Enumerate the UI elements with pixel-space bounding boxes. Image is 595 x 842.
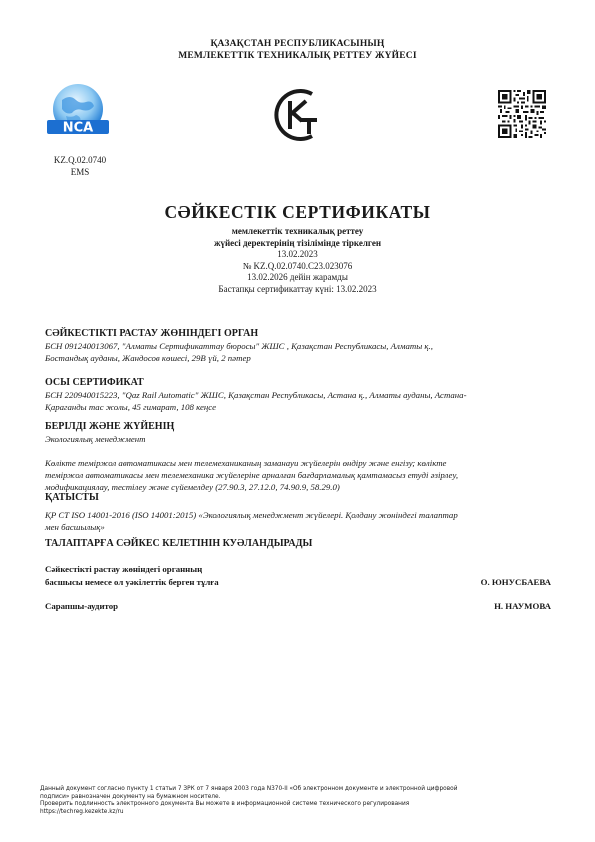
standard-line: мен басшылық» xyxy=(45,522,105,532)
qr-code-icon xyxy=(498,90,546,138)
management-system-name: Экологиялық менеджмент xyxy=(45,434,146,444)
kz-conformity-mark-icon xyxy=(268,84,330,146)
section-issued xyxy=(45,420,553,493)
signature-head-line-1: Сәйкестікті растау жөніндегі органның xyxy=(45,564,203,574)
registration-system: EMS xyxy=(70,167,90,177)
section-text-line: Қараганды тас жолы, 45 гимарат, 108 кеңсе xyxy=(45,402,216,412)
signature-head-row xyxy=(45,576,551,589)
certificate-registered-date: 13.02.2023 xyxy=(277,249,318,259)
signature-auditor-label: Сарапшы-аудитор xyxy=(45,601,119,611)
section-compliance xyxy=(45,537,553,550)
section-text-line: БСН 220940015223, "Qaz Rail Automatic" ЖШС, Қазақстан Республикасы, Астана қ., Алматы ауданы, Астана- xyxy=(45,390,467,400)
certificate-number: № KZ.Q.02.0740.С23.023076 xyxy=(242,260,353,271)
certificate-title: СӘЙКЕСТІК СЕРТИФИКАТЫ xyxy=(164,202,431,222)
signature-head-name: О. ЮНУСБАЕВА xyxy=(480,577,551,587)
section-title: БЕРІЛДІ ЖӘНЕ ЖҮЙЕНІҢ xyxy=(45,421,175,432)
scope-line: Көлікте теміржол автоматикасы мен телемеханиканың заманауи жүйелерін өндіру және енгізу; көлікте xyxy=(45,458,447,468)
section-relation xyxy=(45,491,553,533)
footer-line: Данный документ согласно пункту 1 статьи 7 ЗРК от 7 января 2003 года N370-II «Об электронном документе и электронной цифровой xyxy=(40,786,458,792)
footer-line: Проверить подлинность электронного документа Вы можете в информационной системе технического регулирования xyxy=(40,801,410,808)
registration-code: KZ.Q.02.0740 xyxy=(53,155,107,165)
signature-head-line-2: басшысы немесе ол уәкілеттік берген тұлға xyxy=(45,577,219,587)
scope-line: модификациялау, тестілеу және сүйемелдеу (27.90.3, 27.12.0, 74.90.9, 58.29.0) xyxy=(45,482,340,492)
section-certificate-holder xyxy=(45,376,553,413)
certificate-info xyxy=(0,226,595,295)
header-line-1: ҚАЗАҚСТАН РЕСПУБЛИКАСЫНЫҢ xyxy=(210,39,385,49)
certificate-subtitle-1: мемлекеттік техникалық реттеу xyxy=(231,226,364,236)
section-title: ОСЫ СЕРТИФИКАТ xyxy=(45,377,144,388)
signature-auditor-name: Н. НАУМОВА xyxy=(494,601,551,611)
section-certification-body xyxy=(45,327,553,364)
logo-text: NCA xyxy=(62,120,94,136)
section-title: ҚАТЫСТЫ xyxy=(45,492,99,503)
section-text-line: Бостандық ауданы, Жандосов көшесі, 29В үй, 2 пәтер xyxy=(45,353,251,363)
certificate-valid-until: 13.02.2026 дейін жарамды xyxy=(247,272,348,282)
scope-line: теміржол автоматикасы мен телемеханика жүйелеріне арналған бағдарламалық қамтамасыз етуді әзірлеу, xyxy=(45,470,459,480)
signature-auditor-row xyxy=(45,600,551,613)
section-text-line: БСН 091240013067, "Алматы Сертификаттау бюросы" ЖШС , Қазақстан Республикасы, Алматы қ., xyxy=(45,341,433,351)
section-title: ТАЛАПТАРҒА СӘЙКЕС КЕЛЕТІНІН КУӘЛАНДЫРАДЫ xyxy=(45,538,313,549)
header xyxy=(0,38,595,62)
certificate-first-date: Бастапқы сертификаттау күні: 13.02.2023 xyxy=(218,283,377,294)
standard-line: ҚР СТ ISO 14001-2016 (ISO 14001:2015) «Экологиялық менеджмент жүйелері. Қолдану жөніндегі талаптар xyxy=(45,510,458,520)
header-line-2: МЕМЛЕКЕТТІК ТЕХНИКАЛЫҚ РЕТТЕУ ЖҮЙЕСІ xyxy=(178,51,417,61)
footer-link[interactable]: https://techreg.kezekte.kz/ru xyxy=(40,808,124,815)
section-title: СӘЙКЕСТІКТІ РАСТАУ ЖӨНІНДЕГІ ОРГАН xyxy=(45,328,259,339)
nca-globe-logo xyxy=(42,82,114,146)
footer-line: подписи» равнозначен документу на бумажном носителе. xyxy=(40,793,221,800)
footer-notice xyxy=(40,786,570,816)
certificate-subtitle-2: жүйесі деректерінің тізілімінде тіркелген xyxy=(213,237,382,248)
